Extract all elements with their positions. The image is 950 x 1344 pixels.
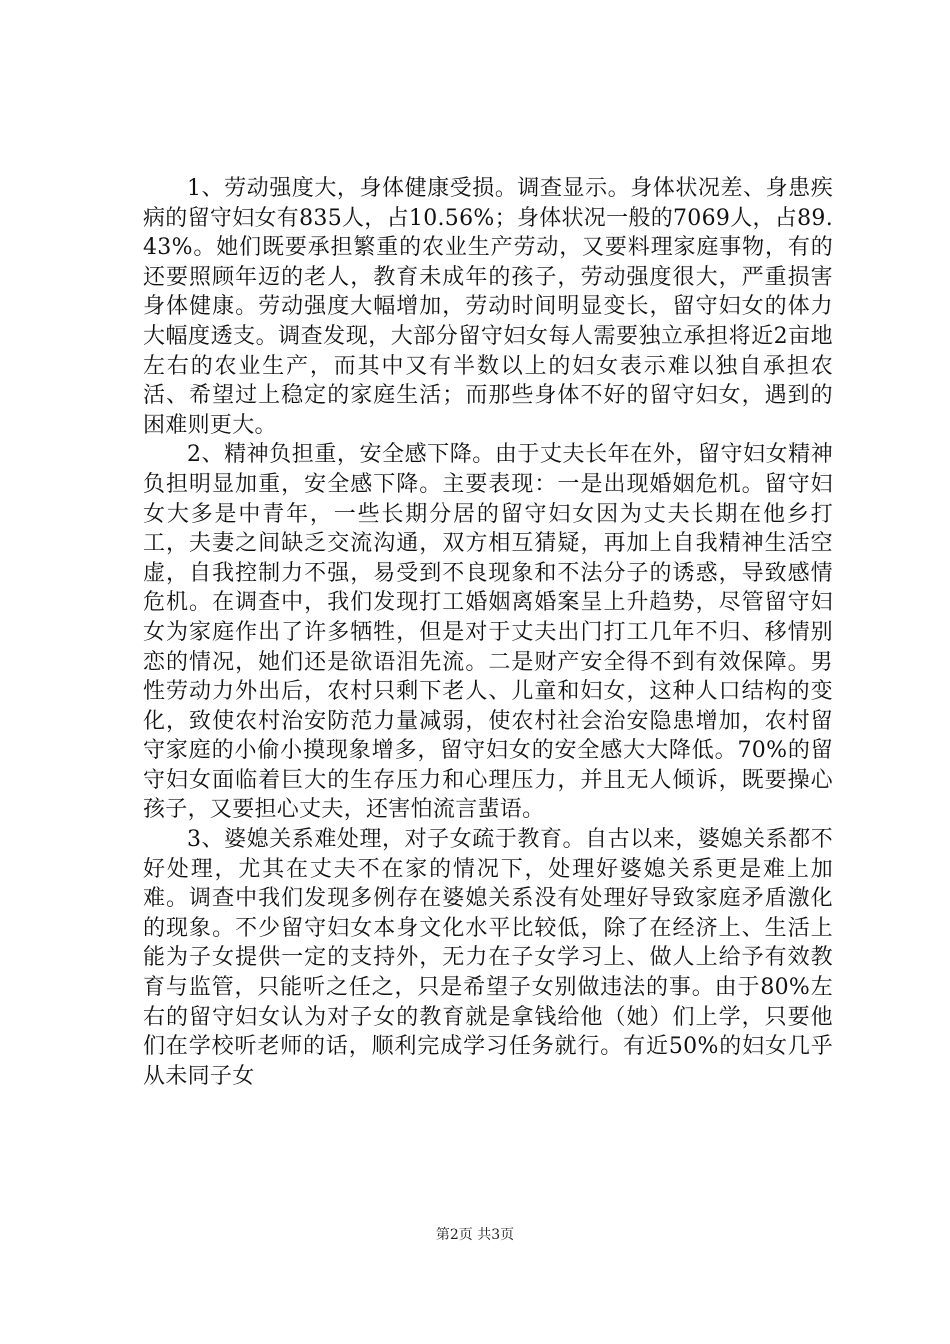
- page-footer: 第2页 共3页: [435, 1227, 515, 1243]
- document-body: [143, 174, 833, 1091]
- paragraph-1: 1、劳动强度大，身体健康受损。调查显示。身体状况差、身患疾病的留守妇女有835人，占10.56%；身体状况一般的7069人，占89.43%。她们既要承担繁重的农业生产劳动，又要料理家庭事物，有的还要照顾年迈的老人，教育未成年的孩子，劳动强度很大，严重损害身体健康。劳动强度大幅增加，劳动时间明显变长，留守妇女的体力大幅度透支。调查发现，大部分留守妇女每人需要独立承担将近2亩地左右的农业生产，而其中又有半数以上的妇女表示难以独自承担农活、希望过上稳定的家庭生活；而那些身体不好的留守妇女，遇到的困难则更大。: [143, 176, 833, 438]
- paragraph-3: 3、婆媳关系难处理，对子女疏于教育。自古以来，婆媳关系都不好处理，尤其在丈夫不在家的情况下，处理好婆媳关系更是难上加难。调查中我们发现多例存在婆媳关系没有处理好导致家庭矛盾激化的现象。不少留守妇女本身文化水平比较低，除了在经济上、生活上能为子女提供一定的支持外，无力在子女学习上、做人上给予有效教育与监管，只能听之任之，只是希望子女别做违法的事。由于80%左右的留守妇女认为对子女的教育就是拿钱给他（她）们上学，只要他们在学校听老师的话，顺利完成学习任务就行。有近50%的妇女几乎从未同子女: [143, 827, 833, 1089]
- paragraph-2: 2、精神负担重，安全感下降。由于丈夫长年在外，留守妇女精神负担明显加重，安全感下降。主要表现：一是出现婚姻危机。留守妇女大多是中青年，一些长期分居的留守妇女因为丈夫长期在他乡打工，夫妻之间缺乏交流沟通，双方相互猜疑，再加上自我精神生活空虚，自我控制力不强，易受到不良现象和不法分子的诱惑，导致感情危机。在调查中，我们发现打工婚姻离婚案呈上升趋势，尽管留守妇女为家庭作出了许多牺牲，但是对于丈夫出门打工几年不归、移情别恋的情况，她们还是欲语泪先流。二是财产安全得不到有效保障。男性劳动力外出后，农村只剩下老人、儿童和妇女，这种人口结构的变化，致使农村治安防范力量减弱，使农村社会治安隐患增加，农村留守家庭的小偷小摸现象增多，留守妇女的安全感大大降低。70%的留守妇女面临着巨大的生存压力和心理压力，并且无人倾诉，既要操心孩子，又要担心丈夫，还害怕流言蜚语。: [143, 442, 833, 823]
